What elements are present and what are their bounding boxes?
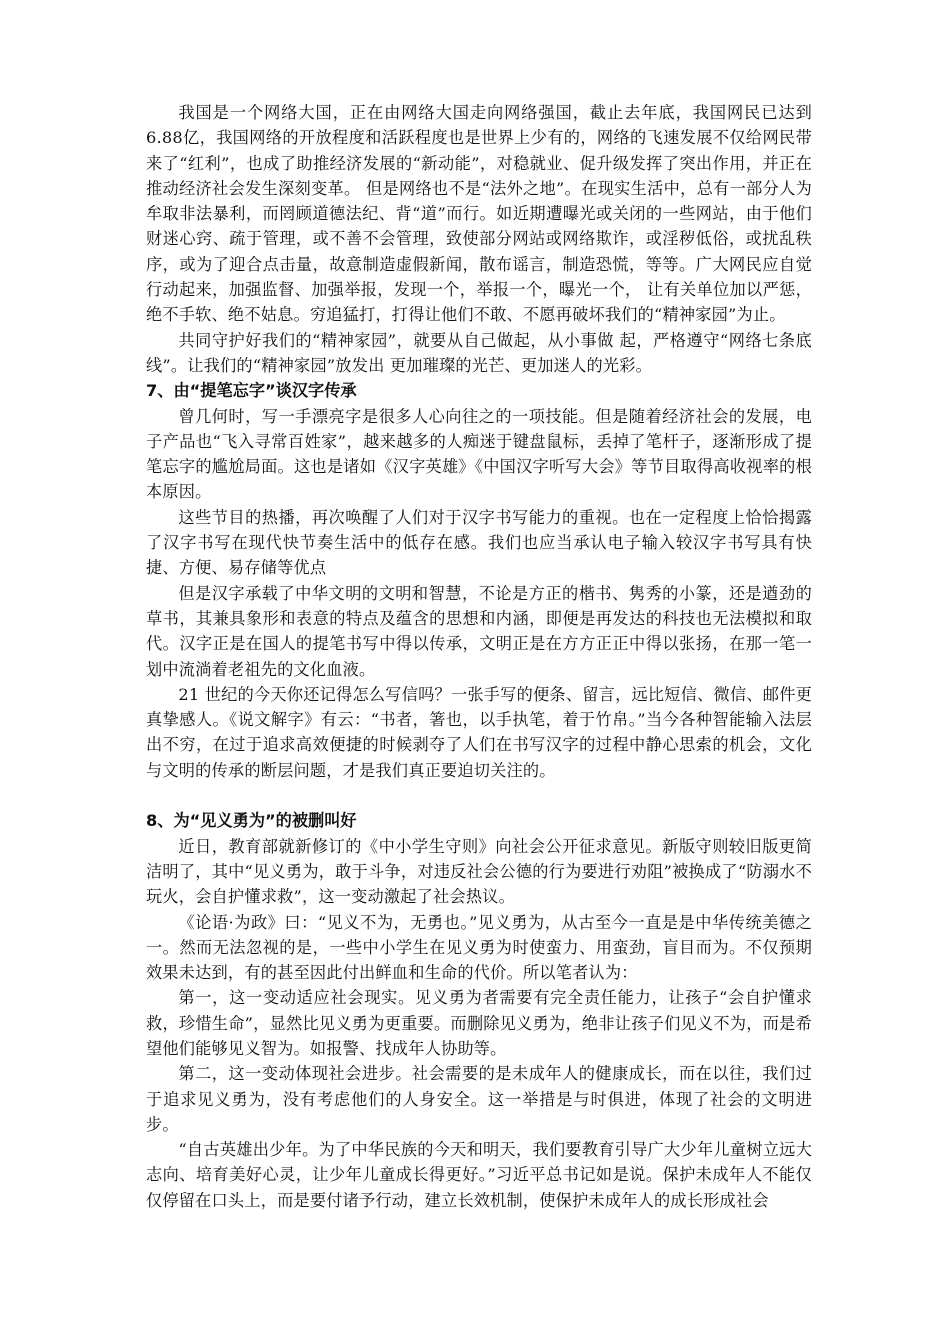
document-body — [146, 100, 812, 1213]
section-8-paragraph-2: 《论语·为政》曰：“见义不为，无勇也。”见义勇为，从古至今一直是是中华传统美德之一。然而无法忽视的是，一些中小学生在见义勇为时使蛮力、用蛮劲，盲目而为。不仅预期效果未达到，有的甚至因此付出鲜血和生命的代价。所以笔者认为： — [146, 912, 812, 983]
section-7-heading: 7、由“提笔忘字”谈汉字传承 — [146, 381, 357, 401]
section-8-paragraph-1: 近日，教育部就新修订的《中小学生守则》向社会公开征求意见。新版守则较旧版更简洁明了，其中“见义勇为，敢于斗争，对违反社会公德的行为要进行劝阻”被换成了“防溺水不玩火，会自护懂求救”，这一变动激起了社会热议。 — [146, 836, 812, 907]
section-7-paragraph-3: 但是汉字承载了中华文明的文明和智慧，不论是方正的楷书、隽秀的小篆，还是遒劲的草书，其兼具象形和表意的特点及蕴含的思想和内涵，即便是再发达的科技也无法模拟和取代。汉字正是在国人的提笔书写中得以传承，文明正是在方方正正中得以张扬，在那一笔一划中流淌着老祖先的文化血液。 — [146, 583, 812, 679]
paragraph-network-1: 我国是一个网络大国，正在由网络大国走向网络强国，截止去年底，我国网民已达到6.88亿，我国网络的开放程度和活跃程度也是世界上少有的，网络的飞速发展不仅给网民带来了“红利”，也成了助推经济发展的“新动能”，对稳就业、促升级发挥了突出作用，并正在推动经济社会发生深刻变革。 但是网络也不是“法外之地”。在现实生活中，总有一部分人为牟取非法暴利，而罔顾道德法纪、背“道”而行。如近期遭曝光或关闭的一些网站，由于他们财迷心窍、疏于管理，或不善不会管理，致使部分网站或网络欺诈，或淫秽低俗，或扰乱秩序，或为了迎合点击量，故意制造虚假新闻，散布谣言，制造恐慌，等等。广大网民应自觉行动起来，加强监督、加强举报，发现一个，举报一个，曝光一个， 让有关单位加以严惩，绝不手软、绝不姑息。穷追猛打，打得让他们不敢、不愿再破坏我们的“精神家园”为止。 — [146, 103, 812, 325]
blank-line — [146, 783, 812, 808]
section-8-heading: 8、为“见义勇为”的被删叫好 — [146, 811, 357, 831]
paragraph-network-2: 共同守护好我们的“精神家园”，就要从自己做起，从小事做 起，严格遵守“网络七条底线”。让我们的“精神家园”放发出 更加璀璨的光芒、更加迷人的光彩。 — [146, 330, 812, 375]
section-8-paragraph-5: “自古英雄出少年。为了中华民族的今天和明天，我们要教育引导广大少年儿童树立远大志向、培育美好心灵，让少年儿童成长得更好。”习近平总书记如是说。保护未成年人不能仅仅停留在口头上，而是要付诸予行动，建立长效机制，使保护未成年人的成长形成社会 — [146, 1140, 812, 1210]
section-7-paragraph-4: 21 世纪的今天你还记得怎么写信吗？一张手写的便条、留言，远比短信、微信、邮件更真挚感人。《说文解字》有云：“书者，箸也，以手执笔，着于竹帛。”当今各种智能输入法层出不穷，在过于追求高效便捷的时候剥夺了人们在书写汉字的过程中静心思索的机会，文化与文明的传承的断层问题，才是我们真正要迫切关注的。 — [146, 684, 812, 780]
section-7-paragraph-1: 曾几何时，写一手漂亮字是很多人心向往之的一项技能。但是随着经济社会的发展，电子产品也“飞入寻常百姓家”，越来越多的人痴迷于键盘鼠标，丢掉了笔杆子，逐渐形成了提笔忘字的尴尬局面。这也是诸如《汉字英雄》《中国汉字听写大会》等节目取得高收视率的根本原因。 — [146, 406, 812, 502]
section-7-paragraph-2: 这些节目的热播，再次唤醒了人们对于汉字书写能力的重视。也在一定程度上恰恰揭露了汉字书写在现代快节奏生活中的低存在感。我们也应当承认电子输入较汉字书写具有快捷、方便、易存储等优点 — [146, 507, 812, 578]
section-8-paragraph-3: 第一，这一变动适应社会现实。见义勇为者需要有完全责任能力，让孩子“会自护懂求救，珍惜生命”，显然比见义勇为更重要。而删除见义勇为，绝非让孩子们见义不为，而是希望他们能够见义智为。如报警、找成年人协助等。 — [146, 988, 812, 1058]
section-8-paragraph-4: 第二，这一变动体现社会进步。社会需要的是未成年人的健康成长，而在以往，我们过于追求见义勇为，没有考虑他们的人身安全。这一举措是与时俱进，体现了社会的文明进步。 — [146, 1064, 812, 1134]
